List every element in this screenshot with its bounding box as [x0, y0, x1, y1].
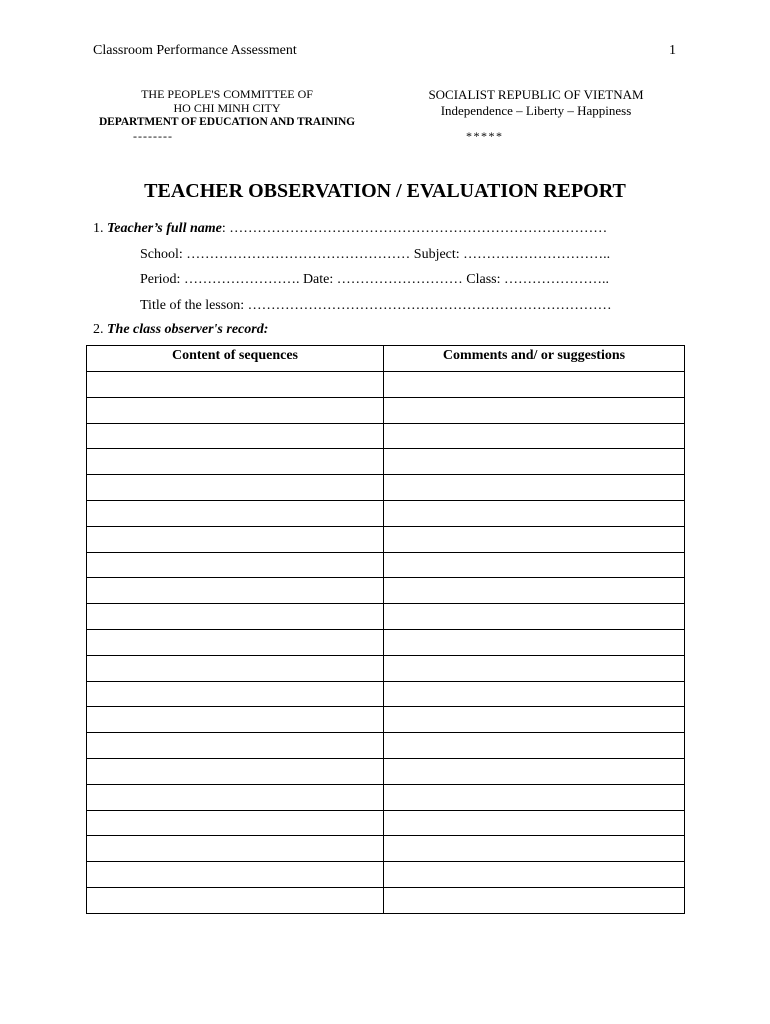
teacher-name-dots: : ………………………………………………………………………	[221, 221, 608, 236]
table-row	[87, 449, 685, 475]
content-cell[interactable]	[87, 500, 384, 526]
table-row	[87, 629, 685, 655]
comments-cell[interactable]	[384, 758, 685, 784]
content-cell[interactable]	[87, 707, 384, 733]
content-cell[interactable]	[87, 578, 384, 604]
comments-cell[interactable]	[384, 604, 685, 630]
school-subject-field[interactable]: School: ………………………………………… Subject: …………………………..	[140, 247, 611, 262]
department-line: DEPARTMENT OF EDUCATION AND TRAINING	[98, 116, 356, 128]
comments-cell[interactable]	[384, 681, 685, 707]
content-cell[interactable]	[87, 397, 384, 423]
comments-cell[interactable]	[384, 578, 685, 604]
table-row	[87, 475, 685, 501]
table-row	[87, 578, 685, 604]
comments-cell[interactable]	[384, 475, 685, 501]
comments-cell[interactable]	[384, 862, 685, 888]
content-cell[interactable]	[87, 810, 384, 836]
right-letterhead	[409, 87, 663, 119]
table-row	[87, 372, 685, 398]
table-row	[87, 604, 685, 630]
content-cell[interactable]	[87, 552, 384, 578]
period-date-class-field[interactable]: Period: ……………………. Date: ……………………… Class: …………………..	[140, 272, 609, 287]
comments-cell[interactable]	[384, 500, 685, 526]
content-cell[interactable]	[87, 423, 384, 449]
table-row	[87, 707, 685, 733]
comments-cell[interactable]	[384, 552, 685, 578]
republic-line: SOCIALIST REPUBLIC OF VIETNAM	[428, 87, 644, 102]
content-column-header: Content of sequences	[87, 346, 384, 372]
city-line: HO CHI MINH CITY	[173, 101, 281, 115]
teacher-name-field[interactable]	[93, 221, 607, 237]
teacher-number: 1.	[93, 221, 107, 236]
table-row	[87, 836, 685, 862]
table-row	[87, 810, 685, 836]
content-cell[interactable]	[87, 862, 384, 888]
table-row	[87, 758, 685, 784]
content-cell[interactable]	[87, 887, 384, 913]
comments-cell[interactable]	[384, 372, 685, 398]
comments-cell[interactable]	[384, 526, 685, 552]
page-number: 1	[669, 43, 676, 58]
table-row	[87, 552, 685, 578]
document-title: TEACHER OBSERVATION / EVALUATION REPORT	[144, 180, 626, 202]
table-body	[87, 372, 685, 914]
committee-line: THE PEOPLE'S COMMITTEE OF	[141, 87, 313, 101]
observer-record-heading	[93, 322, 268, 338]
left-letterhead	[93, 87, 361, 129]
teacher-name-label: Teacher’s full name	[107, 221, 222, 236]
content-cell[interactable]	[87, 372, 384, 398]
table-row	[87, 655, 685, 681]
content-cell[interactable]	[87, 733, 384, 759]
comments-cell[interactable]	[384, 733, 685, 759]
content-cell[interactable]	[87, 836, 384, 862]
comments-cell[interactable]	[384, 655, 685, 681]
comments-cell[interactable]	[384, 449, 685, 475]
lesson-title-field[interactable]: Title of the lesson: ……………………………………………………………………	[140, 298, 612, 313]
comments-cell[interactable]	[384, 707, 685, 733]
comments-cell[interactable]	[384, 836, 685, 862]
content-cell[interactable]	[87, 758, 384, 784]
comments-cell[interactable]	[384, 784, 685, 810]
content-cell[interactable]	[87, 629, 384, 655]
table-row	[87, 397, 685, 423]
observation-table	[86, 345, 685, 914]
content-cell[interactable]	[87, 526, 384, 552]
comments-cell[interactable]	[384, 887, 685, 913]
table-header-row	[87, 346, 685, 372]
comments-column-header: Comments and/ or suggestions	[384, 346, 685, 372]
table-row	[87, 526, 685, 552]
comments-cell[interactable]	[384, 397, 685, 423]
running-title: Classroom Performance Assessment	[93, 43, 297, 58]
content-cell[interactable]	[87, 449, 384, 475]
content-cell[interactable]	[87, 681, 384, 707]
observer-number: 2.	[93, 322, 107, 337]
table-row	[87, 862, 685, 888]
content-cell[interactable]	[87, 604, 384, 630]
content-cell[interactable]	[87, 784, 384, 810]
table-row	[87, 784, 685, 810]
table-row	[87, 500, 685, 526]
table-row	[87, 733, 685, 759]
table-row	[87, 887, 685, 913]
motto-line: Independence – Liberty – Happiness	[440, 103, 632, 118]
content-cell[interactable]	[87, 655, 384, 681]
left-separator: --------	[133, 129, 173, 143]
comments-cell[interactable]	[384, 423, 685, 449]
comments-cell[interactable]	[384, 810, 685, 836]
table-row	[87, 423, 685, 449]
comments-cell[interactable]	[384, 629, 685, 655]
observer-record-label: The class observer's record:	[107, 322, 269, 337]
right-separator: *****	[466, 129, 504, 143]
table-row	[87, 681, 685, 707]
content-cell[interactable]	[87, 475, 384, 501]
